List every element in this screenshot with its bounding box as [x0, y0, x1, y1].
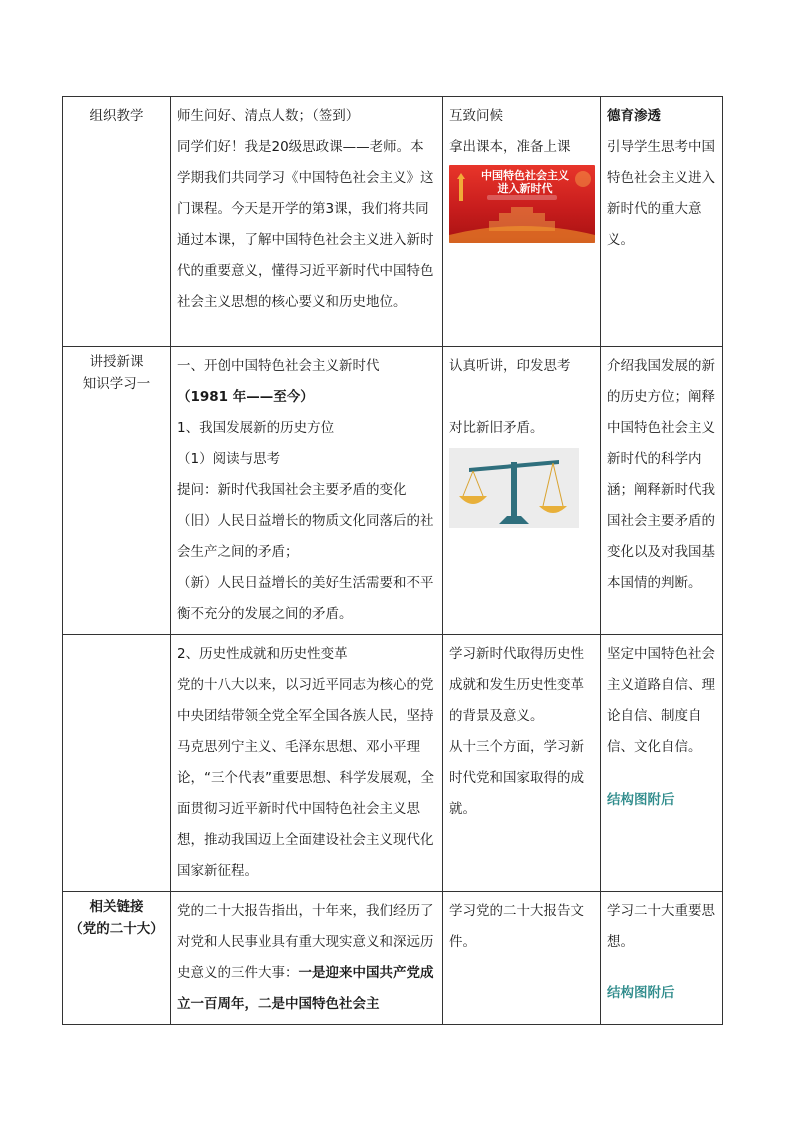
student-activity: 对比新旧矛盾。	[449, 420, 544, 436]
row2-stage-cell	[63, 347, 171, 635]
row4-student-cell	[443, 892, 601, 1025]
new-era-banner-image	[449, 165, 595, 243]
subsection-heading: 1、我国发展新的历史方位	[177, 420, 335, 436]
row3-student-cell	[443, 635, 601, 892]
old-contradiction: （旧）人民日益增长的物质文化同落后的社会生产之间的矛盾；	[177, 513, 434, 560]
student-activity: 从十三个方面，学习新时代党和国家取得的成就。	[449, 739, 584, 817]
table-row	[63, 347, 723, 635]
row4-stage-cell	[63, 892, 171, 1025]
stage-label: 组织教学	[89, 108, 144, 124]
stage-label: 相关链接	[89, 899, 144, 915]
row2-student-cell	[443, 347, 601, 635]
table-row	[63, 635, 723, 892]
stage-label: 知识学习一	[82, 376, 151, 392]
row1-stage-cell	[63, 97, 171, 347]
report-emphasis: 一是迎来中国共产党成立一百周年，二是中国特色社会主	[177, 965, 434, 1012]
activity-label: （1）阅读与思考	[177, 451, 281, 467]
stage-label: （党的二十大）	[69, 921, 164, 937]
row3-moral-cell	[601, 635, 723, 892]
balance-scale-image	[449, 448, 579, 528]
table-row	[63, 97, 723, 347]
banner-title-2: 进入新时代	[497, 182, 553, 195]
report-text: 党的二十大报告指出，十年来，我们经历了对党和人民事业具有重大现实意义和深远历史意义的三件大事：	[177, 903, 434, 981]
question-line: 提问：新时代我国社会主要矛盾的变化	[177, 482, 407, 498]
banner-title-1: 中国特色社会主义	[481, 169, 569, 182]
row4-moral-cell	[601, 892, 723, 1025]
report-paragraph	[177, 896, 436, 1020]
moral-text: 学习二十大重要思想。	[607, 903, 715, 950]
new-contradiction: （新）人民日益增长的美好生活需要和不平衡不充分的发展之间的矛盾。	[177, 575, 434, 622]
moral-title: 德育渗透	[607, 108, 661, 124]
structure-diagram-link[interactable]: 结构图附后	[607, 985, 675, 1001]
row2-moral-cell	[601, 347, 723, 635]
subsection-heading: 2、历史性成就和历史性变革	[177, 646, 348, 662]
row4-teacher-cell	[171, 892, 443, 1025]
row1-student-cell	[443, 97, 601, 347]
row1-moral-cell	[601, 97, 723, 347]
structure-diagram-link[interactable]: 结构图附后	[607, 792, 675, 808]
banner-graphic	[449, 165, 595, 243]
row3-stage-cell	[63, 635, 171, 892]
moral-text: 引导学生思考中国特色社会主义进入新时代的重大意义。	[607, 139, 715, 248]
period-range: （1981 年——至今）	[177, 389, 314, 405]
student-activity: 学习新时代取得历史性成就和发生历史性变革的背景及意义。	[449, 646, 584, 724]
row3-teacher-cell	[171, 635, 443, 892]
intro-paragraph: 同学们好！我是20级思政课——老师。本学期我们共同学习《中国特色社会主义》这门课程。今天是开学的第3课，我们将共同通过本课，了解中国特色社会主义进入新时代的重要意义，懂得习近平新时代中国特色社会主义思想的核心要义和历史地位。	[177, 139, 434, 310]
achievement-paragraph: 党的十八大以来，以习近平同志为核心的党中央团结带领全党全军全国各族人民，坚持马克思列宁主义、毛泽东思想、邓小平理论，“三个代表”重要思想、科学发展观，全面贯彻习近平新时代中国特色社会主义思想，推动我国迈上全面建设社会主义现代化国家新征程。	[177, 677, 434, 879]
table-row	[63, 892, 723, 1025]
greeting-line: 师生问好、清点人数；（签到）	[177, 108, 360, 124]
row2-teacher-cell	[171, 347, 443, 635]
moral-text: 介绍我国发展的新的历史方位；阐释中国特色社会主义新时代的科学内涵；阐释新时代我国社会主要矛盾的变化以及对我国基本国情的判断。	[607, 358, 715, 591]
student-activity: 拿出课本，准备上课	[449, 139, 571, 155]
stage-label: 讲授新课	[89, 354, 144, 370]
student-activity: 认真听讲，印发思考	[449, 358, 571, 374]
moral-text: 坚定中国特色社会主义道路自信、理论自信、制度自信、文化自信。	[607, 646, 715, 755]
balance-scale-icon	[449, 448, 579, 528]
section-heading: 一、开创中国特色社会主义新时代	[177, 358, 380, 374]
row1-teacher-cell	[171, 97, 443, 347]
student-activity: 学习党的二十大报告文件。	[449, 903, 584, 950]
lesson-plan-table	[62, 96, 723, 1025]
student-activity: 互致问候	[449, 108, 503, 124]
